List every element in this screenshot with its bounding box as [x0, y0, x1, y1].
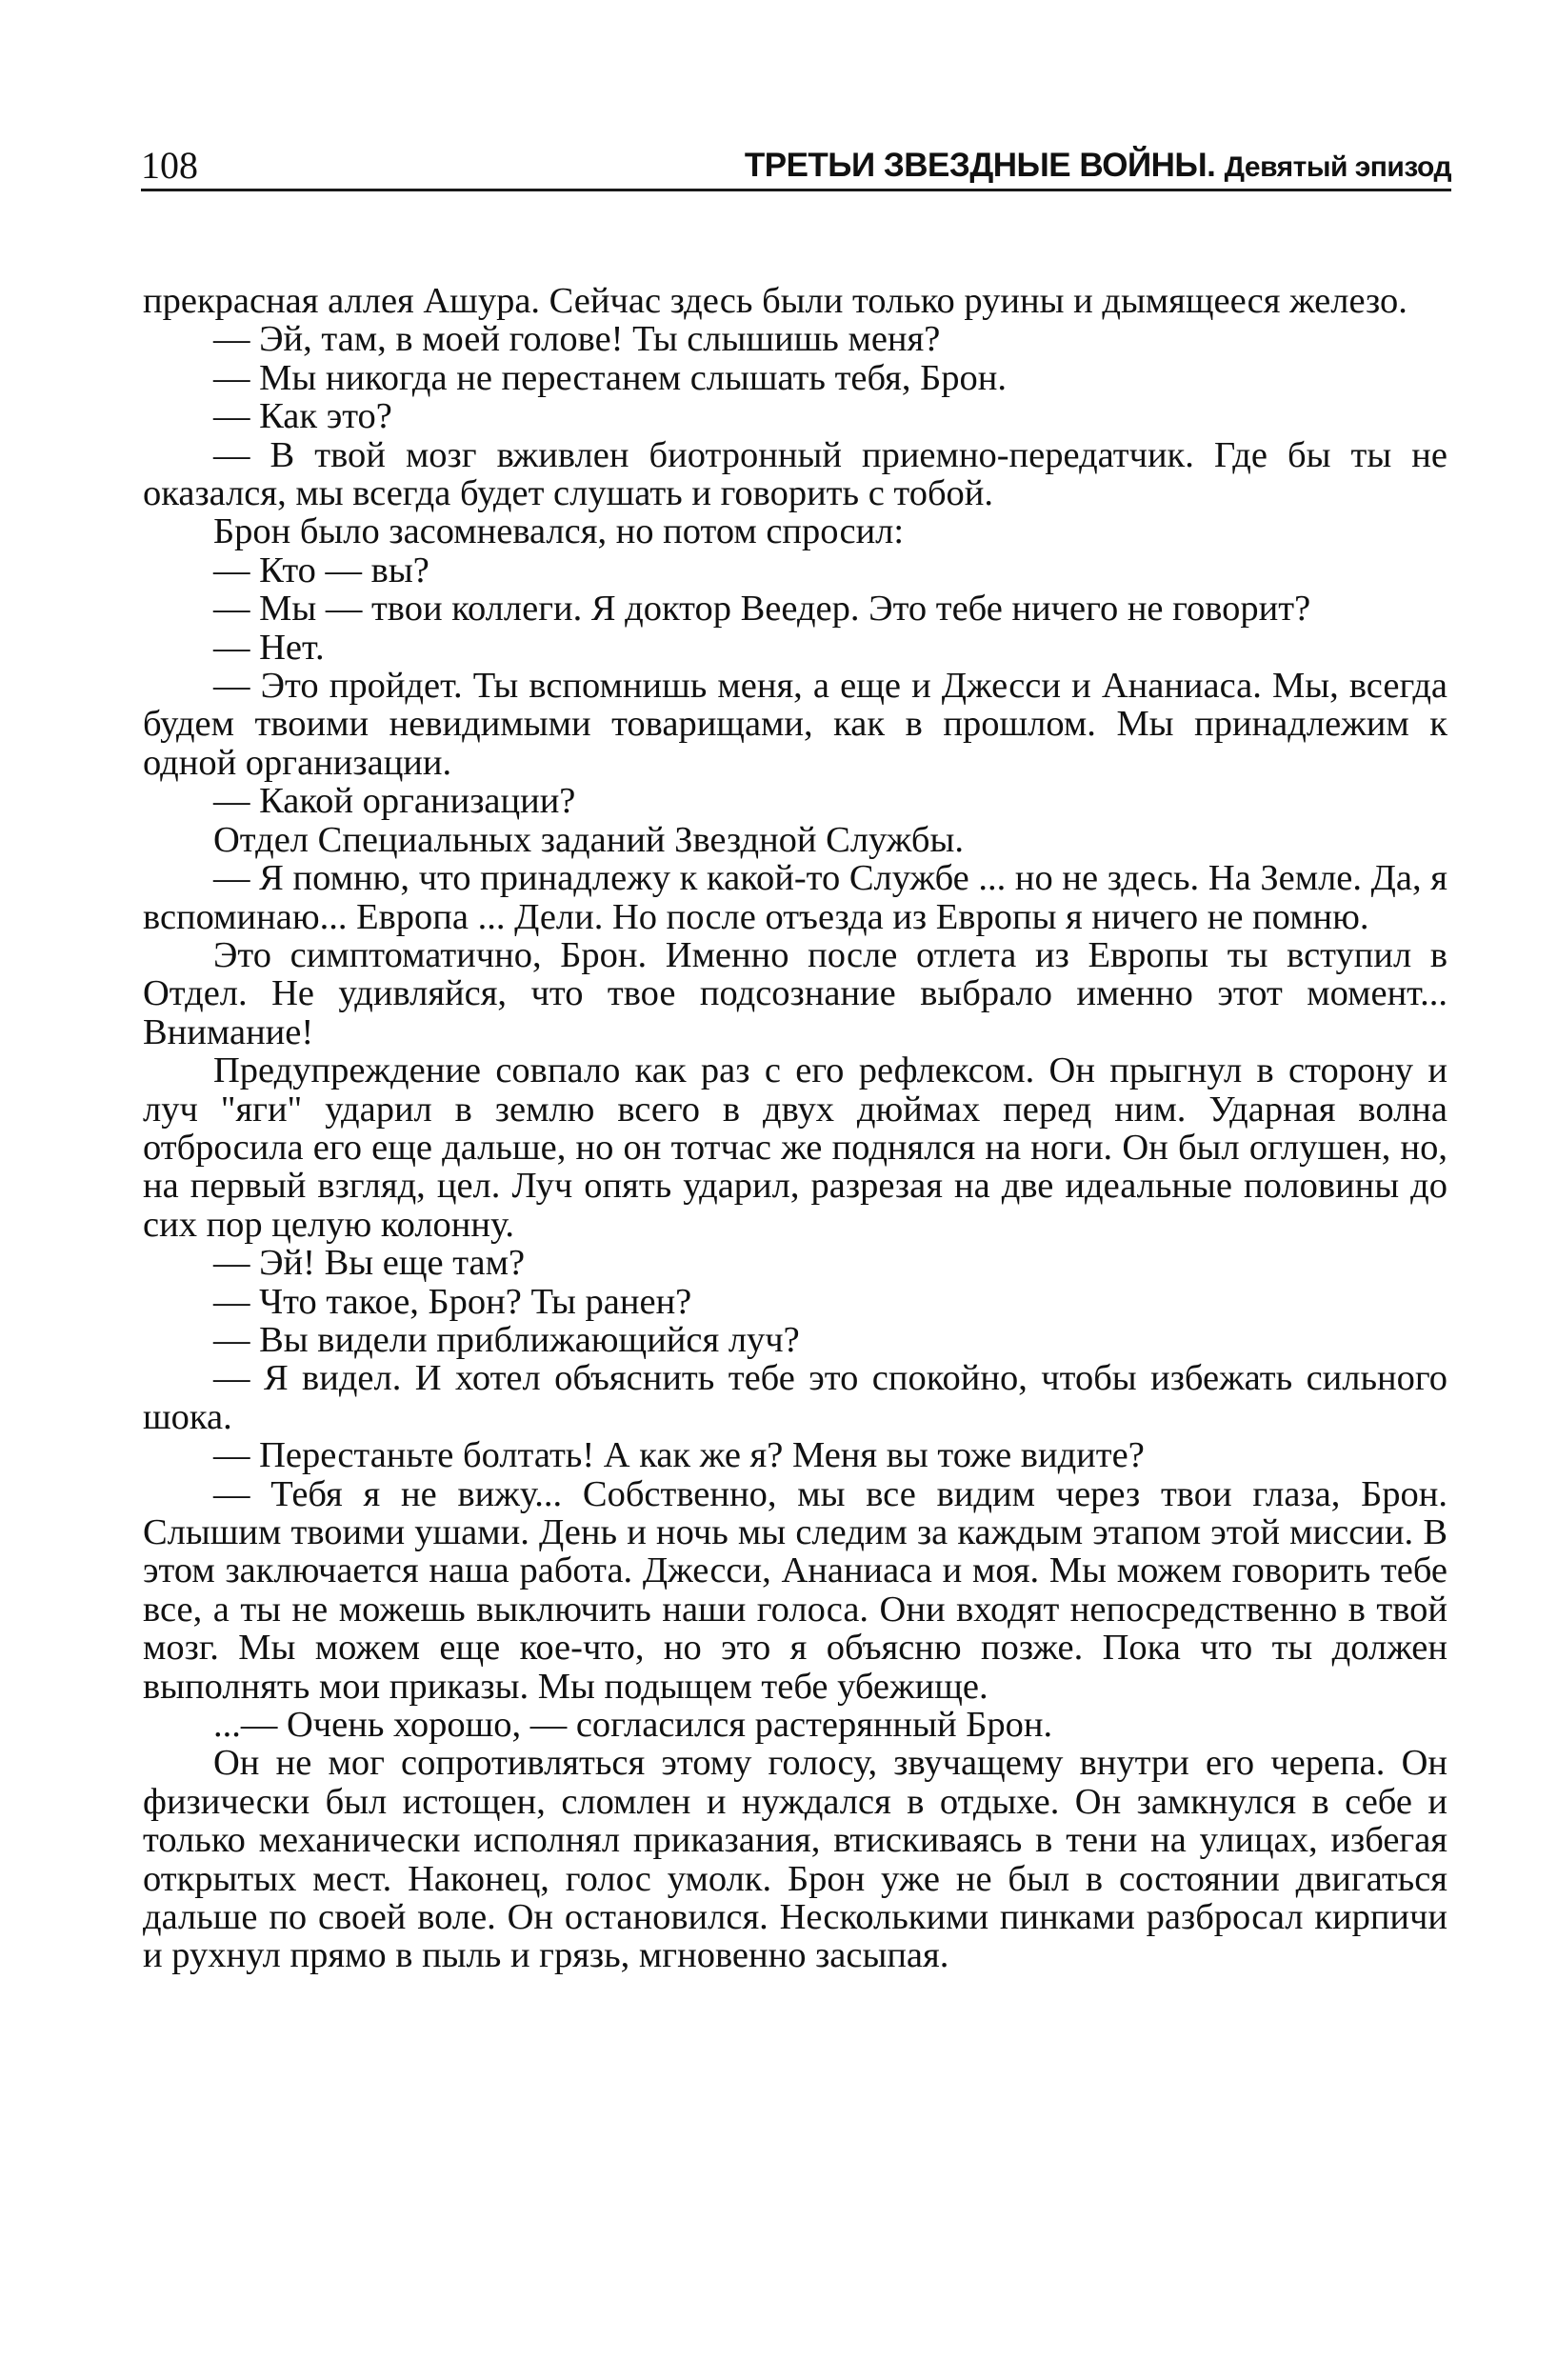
- paragraph: — Тебя я не вижу... Собственно, мы все видим через твои глаза, Брон. Слышим твоими ушами. День и ночь мы следим за каждым этапом этой миссии. В этом заключается наша работа. Джесси, Ананиаса и моя. Мы можем говорить тебе все, а ты не можешь выключить наши голоса. Они входят непосредственно в твой мозг. Мы можем еще кое-что, но это я объясню позже. Пока что ты должен выполнять мои приказы. Мы подыщем тебе убежище.: [143, 1473, 1447, 1707]
- book-title: ТРЕТЬИ ЗВЕЗДНЫЕ ВОЙНЫ.: [744, 147, 1216, 184]
- paragraph: — Я помню, что принадлежу к какой-то Службе ... но не здесь. На Земле. Да, я вспоминаю... Европа ... Дели. Но после отъезда из Европы я ничего не помню.: [143, 858, 1447, 937]
- body-text: [143, 282, 1447, 1975]
- paragraph: Отдел Специальных заданий Звездной Службы.: [213, 819, 964, 860]
- paragraph: Это симптоматично, Брон. Именно после отлета из Европы ты вступил в Отдел. Не удивляйся, что твое подсознание выбрало именно этот момент... Внимание!: [143, 934, 1447, 1052]
- paragraph: Предупреждение совпало как раз с его рефлексом. Он прыгнул в сторону и луч "яги" ударил в землю всего в двух дюймах перед ним. Ударная волна отбросила его еще дальше, но он тотчас же поднялся на ноги. Он был оглушен, но, на первый взгляд, цел. Луч опять ударил, разрезая на две идеальные половины до сих пор целую колонну.: [143, 1050, 1447, 1245]
- paragraph: — Перестаньте болтать! А как же я? Меня вы тоже видите?: [213, 1435, 1145, 1476]
- paragraph: Брон было засомневался, но потом спросил:: [213, 511, 905, 552]
- paragraph: — Что такое, Брон? Ты ранен?: [213, 1281, 692, 1322]
- paragraph: — Нет.: [213, 627, 325, 668]
- running-title: [745, 145, 1451, 189]
- paragraph: — Эй, там, в моей голове! Ты слышишь меня?: [213, 319, 941, 360]
- paragraph: — Я видел. И хотел объяснить тебе это спокойно, чтобы избежать сильного шока.: [143, 1358, 1447, 1437]
- paragraph: — Как это?: [213, 396, 392, 437]
- paragraph: ...— Очень хорошо, — согласился растерянный Брон.: [213, 1705, 1053, 1746]
- paragraph: — Это пройдет. Ты вспомнишь меня, а еще и Джесси и Ананиаса. Мы, всегда будем твоими невидимыми товарищами, как в прошлом. Мы принадлежим к одной организации.: [143, 666, 1447, 783]
- paragraph: — Мы никогда не перестанем слышать тебя, Брон.: [213, 357, 1007, 398]
- page-number: 108: [141, 144, 198, 187]
- paragraph: — Кто — вы?: [213, 550, 429, 590]
- paragraph: — Какой организации?: [213, 781, 576, 822]
- episode-title: Девятый эпизод: [1224, 151, 1451, 183]
- paragraph: — Эй! Вы еще там?: [213, 1243, 526, 1284]
- paragraph: — Мы — твои коллеги. Я доктор Веедер. Это тебе ничего не говорит?: [213, 589, 1311, 630]
- paragraph: прекрасная аллея Ашура. Сейчас здесь были только руины и дымящееся железо.: [143, 281, 1407, 321]
- paragraph: — Вы видели приближающийся луч?: [213, 1319, 800, 1360]
- running-header: [141, 131, 1451, 191]
- paragraph: — В твой мозг вживлен биотронный приемно-передатчик. Где бы ты не оказался, мы всегда будет слушать и говорить с тобой.: [143, 434, 1447, 514]
- paragraph: Он не мог сопротивляться этому голосу, звучащему внутри его черепа. Он физически был истощен, сломлен и нуждался в отдыхе. Он замкнулся в себе и только механически исполнял приказания, втискиваясь в тени на улицах, избегая открытых мест. Наконец, голос умолк. Брон уже не был в состоянии двигаться дальше по своей воле. Он остановился. Несколькими пинками разбросал кирпичи и рухнул прямо в пыль и грязь, мгновенно засыпая.: [143, 1743, 1447, 1976]
